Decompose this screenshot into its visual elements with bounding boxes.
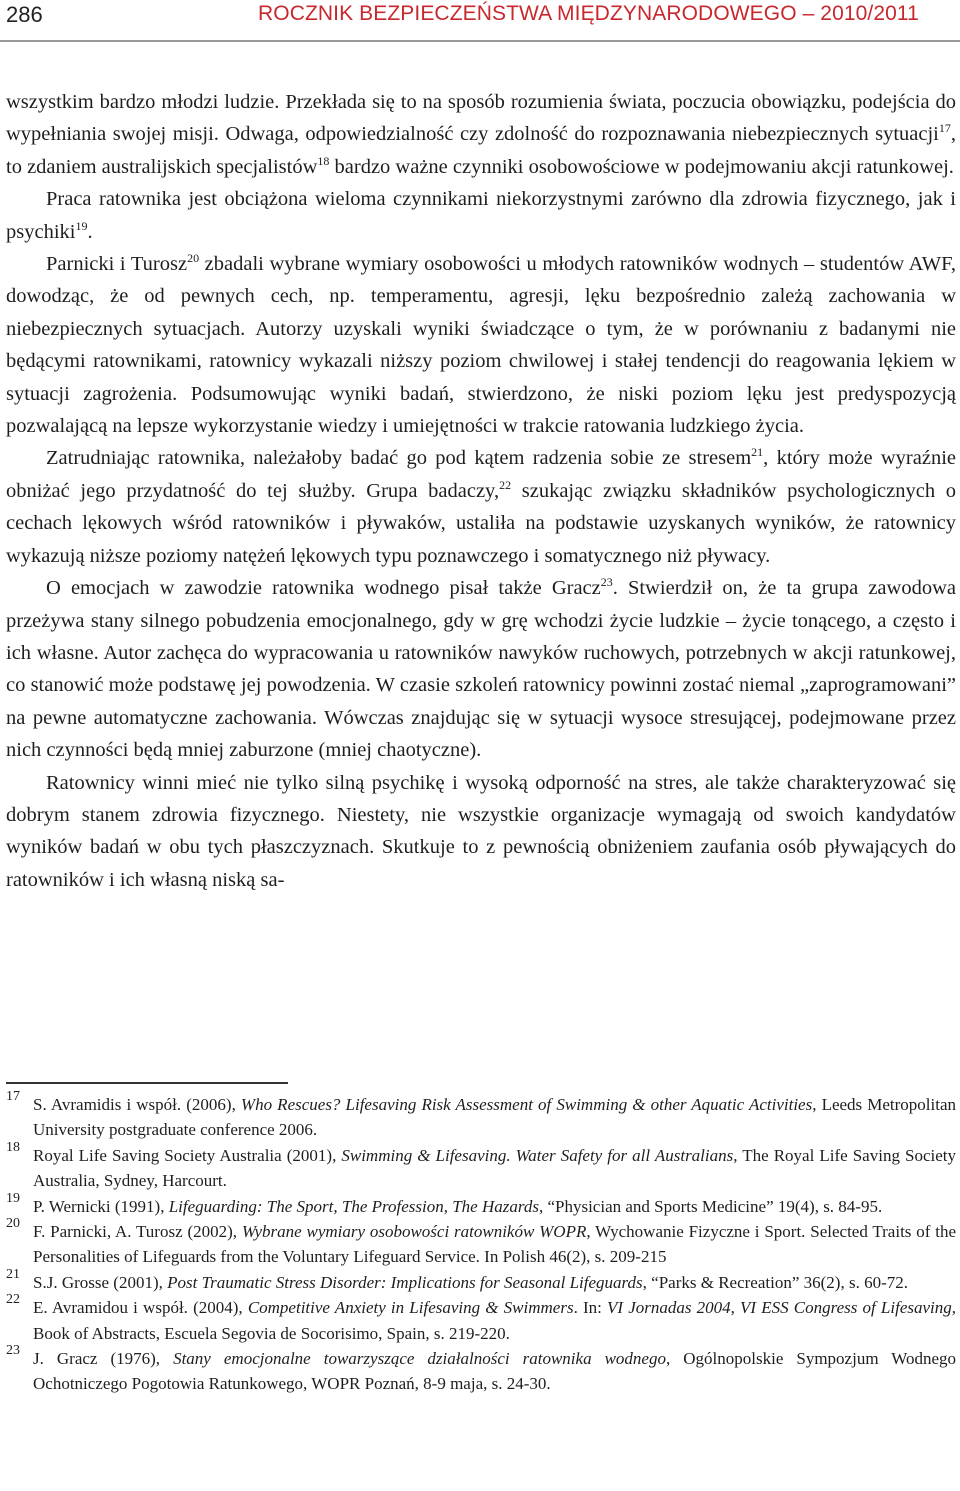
page-number: 286	[6, 2, 43, 27]
main-text	[6, 86, 956, 896]
paragraph: Praca ratownika jest obciążona wieloma czynnikami niekorzystnymi zarówno dla zdrowia fizycznego, jak i psychiki$^{19}$.	[6, 188, 956, 243]
footnote-ref: 23	[600, 575, 613, 590]
footnote: 18 Royal Life Saving Society Australia (2001), Swimming & Lifesaving. Water Safety for all Australians, The Royal Life Saving Society Australia, Sydney, Harcourt.	[6, 1143, 956, 1194]
footnote-number: 22	[6, 1292, 20, 1308]
footnote: 17 S. Avramidis i współ. (2006), Who Rescues? Lifesaving Risk Assessment of Swimming & other Aquatic Activities, Leeds Metropolitan University postgraduate conference 2006.	[6, 1092, 956, 1143]
footnote: 23 J. Gracz (1976), Stany emocjonalne towarzyszące działalności ratownika wodnego, Ogólnopolskie Sympozjum Wodnego Ochotniczego Pogotowia Ratunkowego, WOPR Poznań, 8-9 maja, s. 24-30.	[6, 1346, 956, 1397]
footnote-rule	[6, 1082, 288, 1084]
footnote-number: 18	[6, 1139, 20, 1155]
paragraph: Ratownicy winni mieć nie tylko silną psychikę i wysoką odporność na stres, ale także charakteryzować się dobrym stanem zdrowia fizycznego. Niestety, nie wszystkie organizacje wymagają od swoich kandydatów wyników badań w obu tych płaszczyznach. Skutkuje to z pewnością obniżeniem zaufania osób pływających do ratowników i ich własną niską sa-	[6, 771, 956, 891]
header-rule	[0, 40, 960, 42]
footnote-ref: 21	[751, 445, 764, 460]
footnote-ref: 19	[75, 218, 88, 233]
footnote-number: 21	[6, 1266, 20, 1282]
paragraph: Zatrudniając ratownika, należałoby badać go pod kątem radzenia sobie ze stresem$^{21}$, który może wyraźnie obniżać jego przydatność do tej służby. Grupa badaczy,$^{22}$ szukając związku składników psychologicznych o cechach lękowych wśród ratowników i pływaków, ustaliła na podstawie uzyskanych wyników, że ratownicy wykazują niższe poziomy natężeń lękowych typu poznawczego i somatycznego niż pływacy.	[6, 445, 957, 567]
footnote-ref: 17	[938, 121, 951, 136]
footnote: 19 P. Wernicki (1991), Lifeguarding: The Sport, The Profession, The Hazards, “Physician and Sports Medicine” 19(4), s. 84-95.	[6, 1194, 956, 1219]
footnote-number: 23	[6, 1343, 20, 1359]
footnote-number: 17	[6, 1089, 20, 1104]
paragraph: O emocjach w zawodzie ratownika wodnego pisał także Gracz$^{23}$. Stwierdził on, że ta grupa zawodowa przeżywa stany silnego pobudzenia emocjonalnego, gdy w grę wchodzi życie ludzkie – życie tonącego, a często i ich własne. Autor zachęca do wypracowania u ratowników nawyków ruchowych, potrzebnych w akcji ratunkowej, co stanowić może podstawę jej powodzenia. W czasie szkoleń ratownicy powinni zostać niemal „zaprogramowani” na pewne automatyczne zachowania. Wówczas znajdując się w sytuacji wysoce stresującej, podejmowane przez nich czynności będą mniej zaburzone (mniej chaotyczne).	[6, 575, 956, 762]
footnote-ref: 20	[187, 251, 200, 266]
running-title: ROCZNIK BEZPIECZEŃSTWA MIĘDZYNARODOWEGO – 2010/2011	[258, 2, 919, 25]
footnotes	[6, 1089, 957, 1397]
footnote-ref: 22	[499, 478, 512, 493]
footnote-ref: 18	[317, 153, 330, 168]
footnote-number: 19	[6, 1190, 20, 1206]
page-header	[0, 0, 960, 46]
footnote-number: 20	[6, 1216, 20, 1232]
footnote: 20 F. Parnicki, A. Turosz (2002), Wybrane wymiary osobowości ratowników WOPR, Wychowanie Fizyczne i Sport. Selected Traits of the Personalities of Lifeguards from the Voluntary Lifeguard Service. In Polish 46(2), s. 209-215	[6, 1219, 956, 1270]
paragraph: Parnicki i Turosz$^{20}$ zbadali wybrane wymiary osobowości u młodych ratowników wodnych – studentów AWF, dowodząc, że od pewnych cech, np. temperamentu, agresji, lęku bezpośrednio zależą zachowania w niebezpiecznych sytuacjach. Autorzy uzyskali wyniki świadczące o tym, że w porównaniu z badanymi nie będącymi ratownikami, ratownicy wykazali niższy poziom chwilowej i stałej tendencji do reagowania lękiem w sytuacji zagrożenia. Podsumowując wyniki badań, stwierdzono, że niski poziom lęku jest predyspozycją pozwalającą na lepsze wykorzystanie wiedzy i umiejętności w trakcie ratowania ludzkiego życia.	[6, 251, 956, 438]
paragraph: wszystkim bardzo młodzi ludzie. Przekłada się to na sposób rozumienia świata, poczucia obowiązku, podejścia do wypełniania swojej misji. Odwaga, odpowiedzialność czy zdolność do rozpoznawania niebezpiecznych sytuacji$^{17}$, to zdaniem australijskich specjalistów$^{18}$ bardzo ważne czynniki osobowościowe w podejmowaniu akcji ratunkowej.	[6, 91, 956, 178]
footnote: 21 S.J. Grosse (2001), Post Traumatic Stress Disorder: Implications for Seasonal Lifeguards, “Parks & Recreation” 36(2), s. 60-72.	[6, 1270, 956, 1295]
footnote: 22 E. Avramidou i współ. (2004), Competitive Anxiety in Lifesaving & Swimmers. In: VI Jornadas 2004, VI ESS Congress of Lifesaving, Book of Abstracts, Escuela Segovia de Socorisimo, Spain, s. 219-220.	[6, 1295, 956, 1346]
